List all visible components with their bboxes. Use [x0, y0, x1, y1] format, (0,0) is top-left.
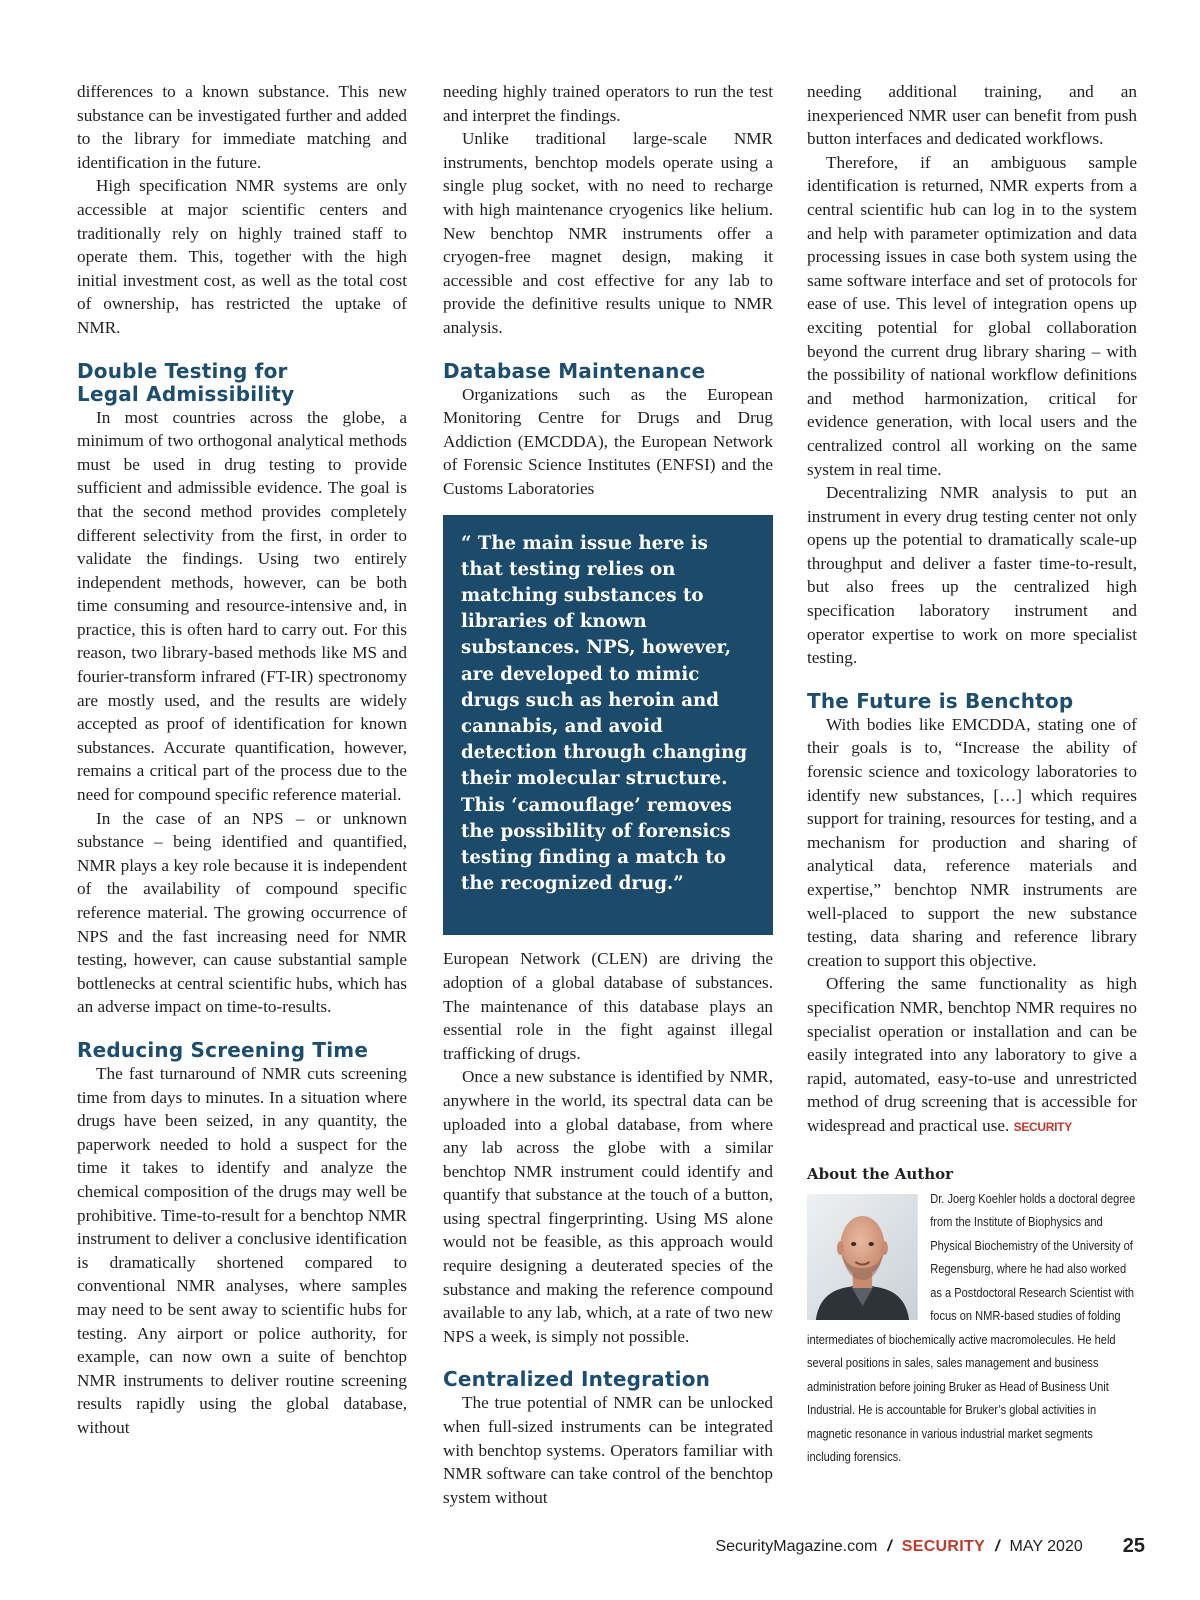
section-heading-double-testing: Double Testing for Legal Admissibility — [77, 358, 295, 406]
final-paragraph-text: Offering the same functionality as high specification NMR, benchtop NMR requires no specialist operation or installation and can be easily integrated into any laboratory to give a rapid, automated, easy-to-use and unrestricted method of drug screening that is accessible for widespread and practical use. — [807, 974, 1137, 1135]
body-paragraph: differences to a known substance. This new substance can be investigated further and added to the library for immediate matching and identification in the future. — [77, 82, 407, 172]
section-heading-screening-time: Reducing Screening Time — [77, 1037, 369, 1062]
about-author-block — [807, 1188, 1136, 1470]
body-paragraph: Unlike traditional large-scale NMR instruments, benchtop models operate using a single plug socket, with no need to recharge with high maintenance cryogenics like helium. New benchtop NMR instruments offer a cryogen-free magnet design, making it accessible and cost effective for any lab to provide the definitive results unique to NMR analysis. — [443, 129, 773, 337]
body-paragraph: Therefore, if an ambiguous sample identification is returned, NMR experts from a central scientific hub can log in to the system and help with parameter optimization and data processing issues in case both system using the same software interface and set of protocols for ease of use. This level of integration opens up exciting potential for global collaboration beyond the current drug library sharing – with the possibility of national workflow definitions and method harmonization, critical for evidence generation, with local users and the centralized control all working on the same system in real time. — [807, 152, 1137, 479]
pull-quote: “ The main issue here is that testing relies on matching substances to libraries of known substances. NPS, however, are developed to mimic drugs such as heroin and cannabis, and avoid detection through changing their molecular structure. This ‘camouflage’ removes the possibility of forensics testing finding a match to the recognized drug.” — [443, 515, 773, 936]
body-paragraph: Once a new substance is identified by NMR, anywhere in the world, its spectral data can be uploaded into a global database, from where any lab across the globe with a similar benchtop NMR instrument could identify and quantify that substance at the touch of a button, using spectral fingerprinting. Using MS alone would not be feasible, as this approach would require designing a deuterated species of the substance and making the reference compound available to any lab, which, at a rate of two new NPS a week, is simply not possible. — [443, 1067, 773, 1346]
section-heading-centralized: Centralized Integration — [443, 1367, 711, 1392]
footer-separator: / — [887, 1537, 892, 1555]
footer-brand: SECURITY — [901, 1537, 986, 1555]
body-paragraph: European Network (CLEN) are driving the adoption of a global database of substances. The maintenance of this database plays an essential role in the fight against illegal trafficking of drugs. — [443, 949, 773, 1063]
footer-issue: MAY 2020 — [1009, 1537, 1083, 1555]
about-author-text: Dr. Joerg Koehler holds a doctoral degree from the Institute of Biophysics and Physical Biochemistry of the University of Regensburg, where he had also worked as a Postdoctoral Research Scientist with focus on NMR-based studies of folding intermediates of biochemically active macromolecules. He held several positions in sales, sales management and business administration before joining Bruker as Head of Business Unit Industrial. He is accountable for Bruker’s global activities in magnetic resonance in various industrial market segments including forensics. — [807, 1191, 1136, 1465]
footer-separator: / — [995, 1537, 1000, 1555]
body-paragraph: Decentralizing NMR analysis to put an instrument in every drug testing center not only opens up the potential to dramatically scale-up throughput and deliver a faster time-to-result, but also frees up the centralized high specification laboratory instrument and operator expertise to work on more specialist testing. — [807, 483, 1137, 668]
body-paragraph: needing additional training, and an inexperienced NMR user can benefit from push button interfaces and dedicated workflows. — [807, 82, 1137, 149]
body-paragraph: In most countries across the globe, a minimum of two orthogonal analytical methods must be used in drug testing to provide sufficient and admissible evidence. The goal is that the second method provides completely different selectivity from the first, in order to validate the findings. Using two entirely independent methods, however, can be both time consuming and resource-intensive and, in practice, this is often hard to carry out. For this reason, two library-based methods like MS and fourier-transform infrared (FT-IR) spectronomy are mostly used, and the results are widely accepted as proof of identification for known substances. Accurate quantification, however, remains a critical part of the process due to the need for compound specific reference material. — [77, 407, 407, 805]
about-author-heading: About the Author — [807, 1164, 954, 1183]
column-1 — [77, 80, 407, 1439]
end-of-article-mark: SECURITY — [1013, 1119, 1072, 1134]
section-heading-future: The Future is Benchtop — [807, 688, 1074, 713]
author-photo — [807, 1194, 918, 1320]
column-2 — [443, 80, 773, 1509]
column-3 — [807, 80, 1137, 1470]
section-heading-database: Database Maintenance — [443, 358, 706, 383]
body-paragraph: The fast turnaround of NMR cuts screening time from days to minutes. In a situation where drugs have been seized, in any quantity, the paperwork needed to hold a suspect for the time it takes to identify and analyze the chemical composition of the drugs may well be prohibitive. Time-to-result for a benchtop NMR instrument to deliver a conclusive identification is dramatically shortened compared to conventional NMR analyses, where samples may need to be sent away to scientific hubs for testing. Any airport or police authority, for example, can now own a suite of benchtop NMR instruments to deliver routine screening results rapidly using the global database, without — [77, 1063, 407, 1437]
body-paragraph: The true potential of NMR can be unlocked when full-sized instruments can be integrated with benchtop systems. Operators familiar with NMR software can take control of the benchtop system without — [443, 1393, 773, 1507]
page-footer — [715, 1535, 1145, 1558]
body-paragraph: High specification NMR systems are only accessible at major scientific centers and traditionally rely on highly trained staff to operate them. This, together with the high initial investment cost, as well as the total cost of ownership, has restricted the uptake of NMR. — [77, 176, 407, 337]
body-paragraph-final — [807, 972, 1137, 1139]
page-number: 25 — [1122, 1535, 1145, 1557]
footer-site: SecurityMagazine.com — [715, 1537, 878, 1555]
body-paragraph: needing highly trained operators to run the test and interpret the findings. — [443, 82, 773, 125]
body-paragraph: With bodies like EMCDDA, stating one of their goals is to, “Increase the ability of forensic science and toxicology laboratories to identify new substances, […] which requires support for training, resources for testing, and a mechanism for production and sharing of analytical data, reference materials and expertise,” benchtop NMR instruments are well-placed to support the new substance testing, data sharing and reference library creation to support this objective. — [807, 714, 1137, 970]
body-paragraph: In the case of an NPS – or unknown substance – being identified and quantified, NMR plays a key role because it is independent of the availability of compound specific reference material. The growing occurrence of NPS and the fast increasing need for NMR testing, however, can cause substantial sample bottlenecks at central scientific hubs, which has an adverse impact on time-to-results. — [77, 808, 407, 1017]
body-paragraph: Organizations such as the European Monitoring Centre for Drugs and Drug Addiction (EMCDDA), the European Network of Forensic Science Institutes (ENFSI) and the Customs Laboratories — [443, 384, 773, 498]
